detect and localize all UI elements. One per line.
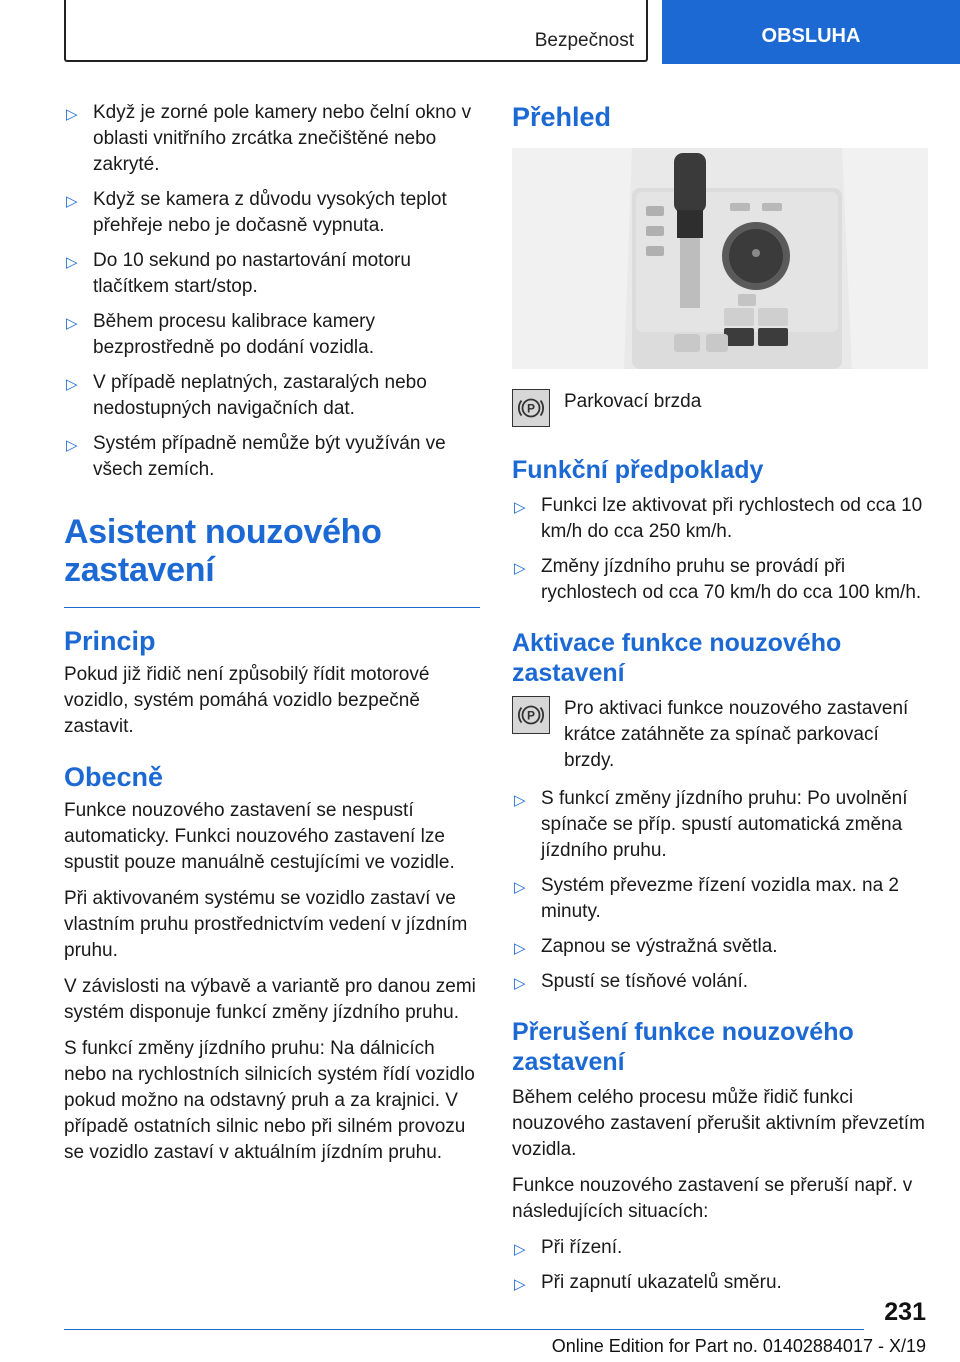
icon-legend-row (512, 389, 928, 427)
obecne-paragraph: V závislosti na výbavě a variantě pro danou zemi systém disponuje funkcí změny jízdního pruhu. (64, 976, 476, 1023)
right-column (512, 100, 928, 1305)
activation-instruction: Pro aktivaci funkce nouzového zastavení krátce zatáhněte za spínač parkovací brzdy. (564, 698, 909, 771)
chapter-tab: OBSLUHA (662, 0, 960, 64)
page-header (64, 0, 960, 64)
triangle-bullet-icon: ▷ (514, 792, 526, 809)
list-item: ▷ Systém případně nemůže být využíván ve všech zemích. (66, 433, 446, 480)
section-title: Bezpečnost (534, 30, 634, 51)
heading-predpoklady: Funkční předpoklady (512, 456, 764, 484)
preruseni-paragraph: Funkce nouzového zastavení se přeruší např. v následujících situacích: (512, 1175, 913, 1222)
triangle-bullet-icon: ▷ (514, 1276, 526, 1293)
prerequisites-list (512, 493, 928, 606)
list-item: ▷ S funkcí změny jízdního pruhu: Po uvolnění spínače se příp. spustí automatická změna jízdního pruhu. (514, 788, 908, 861)
activation-list (512, 786, 928, 995)
triangle-bullet-icon: ▷ (514, 1241, 526, 1258)
list-item: ▷ Zapnou se výstražná světla. (512, 934, 928, 960)
list-item: ▷ Když se kamera z důvodu vysokých teplot přehřeje nebo je dočasně vypnuta. (66, 189, 447, 236)
obecne-paragraph: S funkcí změny jízdního pruhu: Na dálnicích nebo na rychlostních silnicích systém řídí vozidlo pokud možno na odstavný pruh a za krajnici. V případě ostatních silnic nebo při silném provozu se vozidlo zastaví v aktuálním jízdním pruhu. (64, 1038, 475, 1163)
chapter-title: Asistent nouzového zastavení (64, 513, 382, 589)
preruseni-paragraph: Během celého procesu může řidič funkci nouzového zastavení přerušit aktivním převzetím vozidla. (512, 1087, 925, 1160)
list-item: ▷ Do 10 sekund po nastartování motoru tlačítkem start/stop. (66, 250, 411, 297)
list-item: ▷ Během procesu kalibrace kamery bezprostředně po dodání vozidla. (66, 311, 375, 358)
list-item: ▷ Když je zorné pole kamery nebo čelní okno v oblasti vnitřního zrcátka znečištěné nebo zakryté. (66, 102, 472, 175)
triangle-bullet-icon: ▷ (514, 940, 526, 957)
parking-brake-icon (512, 389, 550, 427)
svg-text:P: P (526, 708, 536, 723)
triangle-bullet-icon: ▷ (514, 560, 526, 577)
triangle-bullet-icon: ▷ (514, 975, 526, 992)
parking-brake-label: Parkovací brzda (564, 391, 702, 412)
interruption-list (512, 1235, 928, 1296)
page-number: 231 (884, 1298, 926, 1326)
center-console-illustration (512, 148, 928, 369)
heading-preruseni: Přerušení funkce nouzového zastavení (512, 1018, 854, 1076)
triangle-bullet-icon: ▷ (66, 437, 78, 454)
triangle-bullet-icon: ▷ (66, 376, 78, 393)
title-divider (64, 607, 480, 608)
triangle-bullet-icon: ▷ (514, 879, 526, 896)
obecne-paragraph: Při aktivovaném systému se vozidlo zastaví ve vlastním pruhu prostřednictvím vedení v jízdním pruhu. (64, 888, 468, 961)
triangle-bullet-icon: ▷ (66, 193, 78, 210)
left-column (64, 100, 480, 1176)
heading-princip: Princip (64, 626, 156, 656)
list-item: ▷ Změny jízdního pruhu se provádí při rychlostech od cca 70 km/h do cca 100 km/h. (514, 556, 922, 603)
obecne-paragraph: Funkce nouzového zastavení se nespustí automaticky. Funkci nouzového zastavení lze spustit pouze manuálně cestujícími ve vozidle. (64, 800, 455, 873)
triangle-bullet-icon: ▷ (66, 106, 78, 123)
list-item: ▷ V případě neplatných, zastaralých nebo nedostupných navigačních dat. (66, 372, 427, 419)
heading-obecne: Obecně (64, 762, 164, 792)
triangle-bullet-icon: ▷ (66, 315, 78, 332)
list-item: ▷ Systém převezme řízení vozidla max. na 2 minuty. (514, 875, 899, 922)
list-item: ▷ Při zapnutí ukazatelů směru. (512, 1270, 928, 1296)
heading-aktivace: Aktivace funkce nouzového zastavení (512, 629, 842, 687)
edition-footer: Online Edition for Part no. 01402884017 - X/19 (551, 1336, 926, 1356)
heading-prehled: Přehled (512, 102, 612, 132)
conditions-list (64, 100, 480, 483)
svg-text:P: P (526, 401, 536, 416)
list-item: ▷ Při řízení. (512, 1235, 928, 1261)
triangle-bullet-icon: ▷ (66, 254, 78, 271)
footer-divider (64, 1329, 864, 1330)
list-item: ▷ Funkci lze aktivovat při rychlostech od cca 10 km/h do cca 250 km/h. (514, 495, 923, 542)
princip-text: Pokud již řidič není způsobilý řídit motorové vozidlo, systém pomáhá vozidlo bezpečně zastavit. (64, 664, 430, 737)
parking-brake-icon (512, 696, 550, 734)
icon-legend-row (512, 696, 928, 774)
list-item: ▷ Spustí se tísňové volání. (512, 969, 928, 995)
triangle-bullet-icon: ▷ (514, 499, 526, 516)
center-console-photo (512, 148, 928, 369)
